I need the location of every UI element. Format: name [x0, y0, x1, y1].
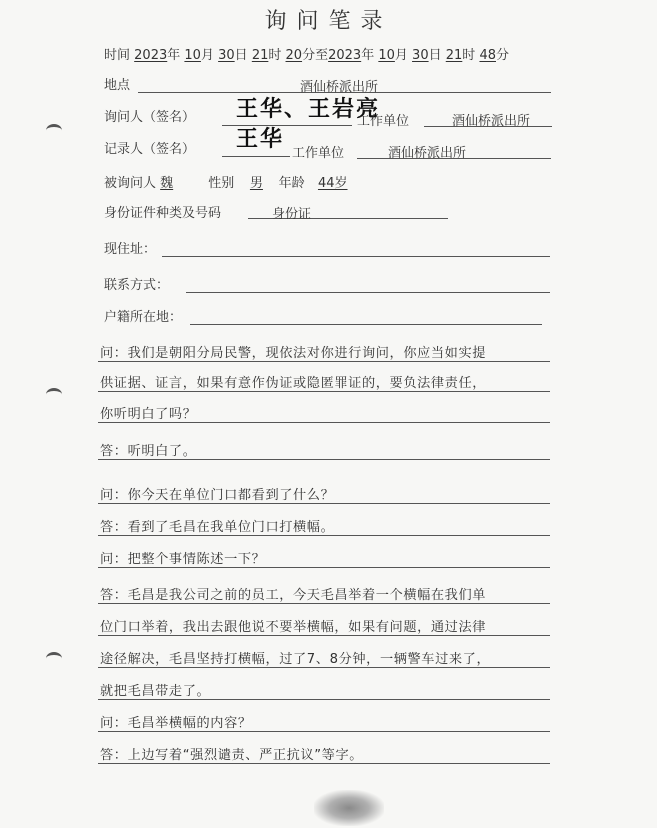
age-label: 年龄 — [278, 176, 305, 191]
subject-row — [104, 172, 357, 191]
page-title: 询问笔录 — [264, 9, 393, 34]
id-doc-label: 身份证件种类及号码 — [104, 206, 222, 221]
unit-month-2: 月 — [394, 48, 408, 63]
inquirer-unit-value: 酒仙桥派出所 — [452, 114, 531, 129]
start-hour: 21 — [251, 48, 269, 63]
end-hour: 21 — [445, 48, 463, 63]
unit-year: 年 — [167, 48, 181, 63]
gender-label: 性别 — [208, 176, 235, 191]
end-year: 2023 — [328, 48, 362, 63]
inquirer-signature: 王华、王岩亮 — [236, 96, 381, 122]
qa-line-underline — [98, 535, 550, 536]
qa-line: 答：毛昌是我公司之前的员工，今天毛昌举着一个横幅在我们单 — [100, 588, 487, 603]
qa-line-underline — [98, 667, 550, 668]
address-label: 现住址： — [104, 242, 157, 257]
unit-minute: 分 — [302, 48, 316, 63]
end-minute: 48 — [479, 48, 496, 63]
qa-line-underline — [98, 567, 550, 568]
location-label: 地点 — [104, 78, 131, 93]
recorder-unit-value: 酒仙桥派出所 — [388, 146, 467, 161]
binder-hole-mark — [46, 124, 62, 137]
qa-line-underline — [98, 361, 550, 362]
time-row — [104, 44, 509, 63]
qa-line-underline — [98, 603, 550, 604]
qa-line: 供证据、证言，如果有意作伪证或隐匿罪证的，要负法律责任， — [100, 376, 487, 391]
unit-month: 月 — [200, 48, 214, 63]
hukou-underline — [190, 324, 542, 325]
end-day: 30 — [412, 48, 429, 63]
age-value: 44岁 — [317, 176, 348, 191]
recorder-unit-label: 工作单位 — [292, 146, 345, 161]
unit-hour: 时 — [268, 48, 282, 63]
time-label: 时间 — [104, 48, 131, 63]
recorder-label: 记录人（签名） — [104, 142, 196, 157]
contact-underline — [186, 292, 550, 293]
qa-line-underline — [98, 459, 550, 460]
binder-hole-mark — [46, 652, 62, 665]
smudge-mark — [314, 790, 384, 826]
start-year: 2023 — [134, 48, 168, 63]
location-value: 酒仙桥派出所 — [300, 80, 379, 95]
start-day: 30 — [218, 48, 235, 63]
subject-name: 魏 — [160, 176, 174, 191]
id-doc-value: 身份证 — [272, 207, 312, 222]
qa-line: 问：把整个事情陈述一下？ — [100, 552, 266, 567]
qa-line: 你听明白了吗？ — [100, 407, 197, 422]
binder-hole-mark — [46, 388, 62, 401]
start-minute: 20 — [285, 48, 303, 63]
unit-minute-2: 分 — [496, 48, 510, 63]
contact-label: 联系方式： — [104, 278, 170, 293]
qa-line: 就把毛昌带走了。 — [100, 684, 211, 699]
recorder-signature: 王华 — [236, 126, 285, 152]
end-month: 10 — [378, 48, 395, 63]
qa-line: 答：上边写着“强烈谴责、严正抗议”等字。 — [100, 748, 364, 763]
recorder-sign-underline — [222, 156, 290, 157]
qa-line-underline — [98, 503, 550, 504]
qa-line: 问：我们是朝阳分局民警，现依法对你进行询问，你应当如实提 — [100, 346, 487, 361]
inquirer-label: 询问人（签名） — [104, 110, 196, 125]
unit-hour-2: 时 — [462, 48, 476, 63]
unit-year-2: 年 — [361, 48, 375, 63]
qa-line-underline — [98, 422, 550, 423]
qa-line: 问：毛昌举横幅的内容？ — [100, 716, 252, 731]
qa-line-underline — [98, 699, 550, 700]
qa-line-underline — [98, 391, 550, 392]
address-underline — [162, 256, 550, 257]
qa-line: 位门口举着，我出去跟他说不要举横幅，如果有问题，通过法律 — [100, 620, 487, 635]
unit-day-2: 日 — [428, 48, 442, 63]
start-month: 10 — [184, 48, 201, 63]
qa-line: 问：你今天在单位门口都看到了什么？ — [100, 488, 335, 503]
qa-line-underline — [98, 731, 550, 732]
gender-value: 男 — [249, 176, 263, 191]
qa-line-underline — [98, 763, 550, 764]
qa-line: 答：看到了毛昌在我单位门口打横幅。 — [100, 520, 335, 535]
inquirer-unit-label: 工作单位 — [357, 114, 410, 129]
qa-line: 途径解决，毛昌坚持打横幅，过了7、8分钟，一辆警车过来了， — [100, 652, 491, 667]
subject-label: 被询问人 — [104, 176, 157, 191]
unit-day: 日 — [234, 48, 248, 63]
qa-line: 答：听明白了。 — [100, 444, 197, 459]
to-word: 至 — [315, 48, 329, 63]
hukou-label: 户籍所在地： — [104, 310, 183, 325]
qa-line-underline — [98, 635, 550, 636]
